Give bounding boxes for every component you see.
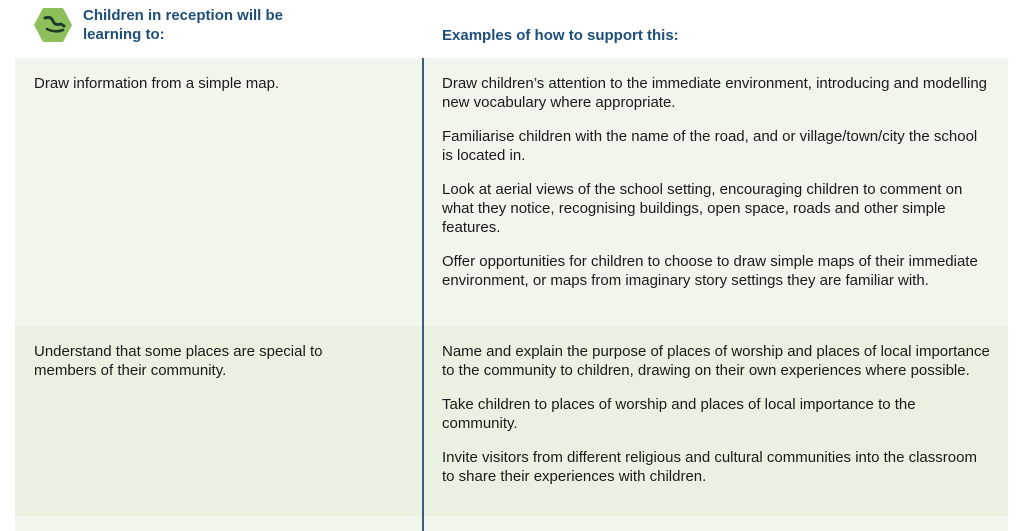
support-examples	[442, 342, 992, 501]
column-divider	[422, 58, 424, 531]
learning-objective: Draw information from a simple map.	[34, 75, 280, 92]
geography-hexagon-icon	[33, 7, 73, 43]
column-title-examples: Examples of how to support this:	[442, 27, 679, 44]
example-item: Invite visitors from different religious and cultural communities into the classroom to share their experiences with children.	[442, 449, 977, 485]
curriculum-table	[15, 58, 1008, 531]
example-item: Draw children’s attention to the immediate environment, introducing and modelling new vocabulary where appropriate.	[442, 75, 988, 111]
table-row	[15, 326, 1008, 516]
example-item: Name and explain the purpose of places of worship and places of local importance to the community to children, drawing on their own experiences where possible.	[442, 343, 990, 379]
column-title-learning: Children in reception will be learning to:	[83, 7, 284, 43]
support-examples	[442, 74, 992, 305]
table-header	[0, 0, 1021, 58]
example-item: Take children to places of worship and places of local importance to the community.	[442, 396, 916, 432]
learning-objective: Understand that some places are special to members of their community.	[34, 343, 323, 379]
example-item: Offer opportunities for children to choose to draw simple maps of their immediate environment, or maps from imaginary story settings they are familiar with.	[442, 253, 978, 289]
table-row	[15, 516, 1008, 531]
example-item: Look at aerial views of the school setting, encouraging children to comment on what they notice, recognising buildings, open space, roads and other simple features.	[442, 181, 963, 236]
table-row	[15, 58, 1008, 326]
example-item: Familiarise children with the name of the road, and or village/town/city the school is located in.	[442, 128, 978, 164]
